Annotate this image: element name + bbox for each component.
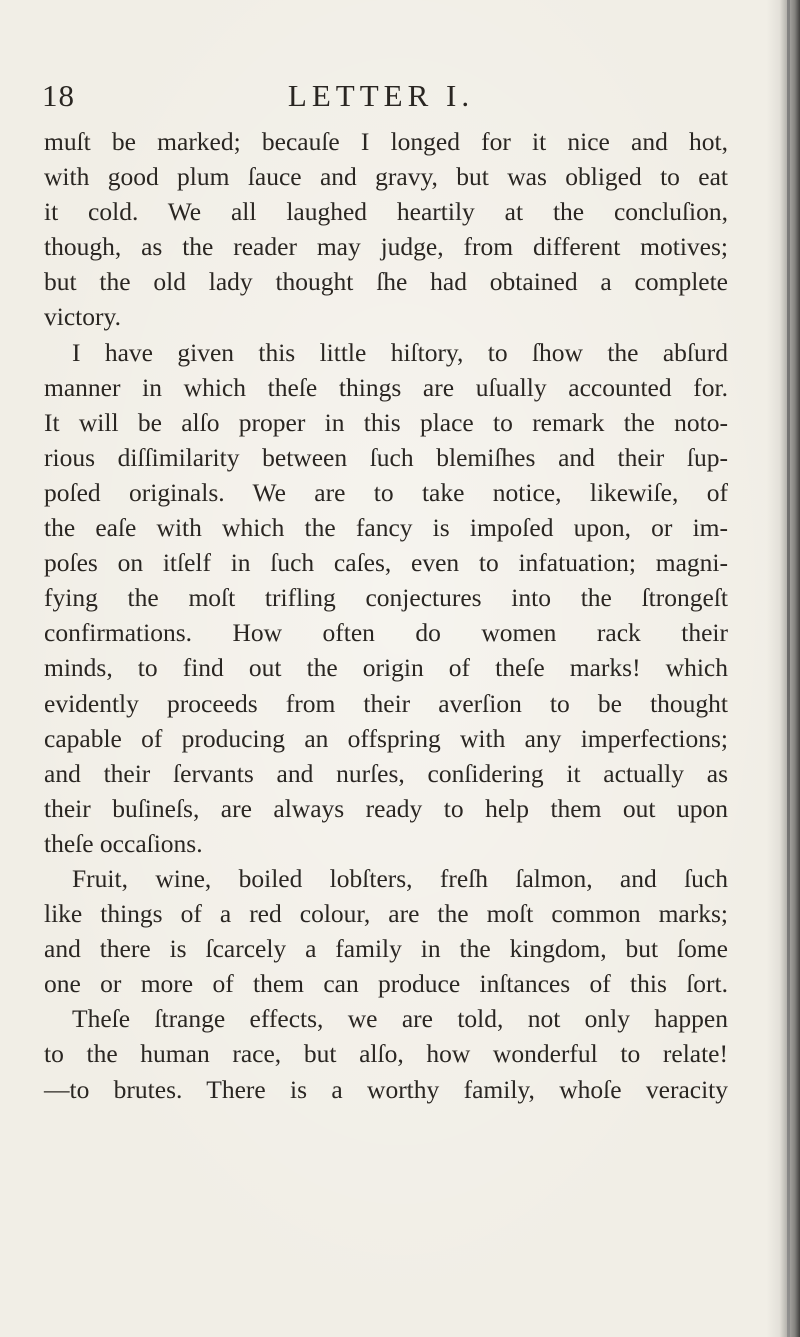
text-line: manner in which theſe things are uſually accounted for. (44, 372, 728, 402)
text-line: it cold. We all laughed heartily at the concluſion, (44, 197, 728, 227)
text-line: —to brutes. There is a worthy family, whoſe veracity (44, 1074, 728, 1104)
text-line: evidently proceeds from their averſion to be thought (44, 688, 728, 718)
text-line: and their ſervants and nurſes, conſidering it actually as (44, 758, 728, 788)
text-line: I have given this little hiſtory, to ſhow the abſurd (72, 337, 728, 367)
text-line: with good plum ſauce and gravy, but was obliged to eat (44, 162, 728, 192)
text-line: fying the moſt trifling conjectures into the ſtrongeſt (44, 583, 728, 613)
page-number: 18 (42, 78, 75, 113)
text-line: like things of a red colour, are the moſt common marks; (44, 899, 728, 929)
text-line: theſe occaſions. (44, 828, 203, 858)
text-line: It will be alſo proper in this place to remark the noto- (44, 407, 728, 437)
running-head (36, 78, 726, 118)
text-line: their buſineſs, are always ready to help them out upon (44, 793, 728, 823)
text-line: Fruit, wine, boiled lobſters, freſh ſalmon, and ſuch (72, 863, 728, 893)
text-line: victory. (44, 302, 121, 332)
text-line: the eaſe with which the fancy is impoſed upon, or im- (44, 513, 728, 543)
text-line: rious diſſimilarity between ſuch blemiſhes and their ſup- (44, 442, 728, 472)
page-gutter-shadow (766, 0, 800, 1337)
text-line: minds, to find out the origin of theſe marks! which (44, 653, 728, 683)
text-line: and there is ſcarcely a family in the kingdom, but ſome (44, 934, 728, 964)
text-line: poſes on itſelf in ſuch caſes, even to infatuation; magni- (44, 548, 728, 578)
body-text (44, 124, 728, 1107)
text-line: but the old lady thought ſhe had obtained a complete (44, 267, 728, 297)
header-title: LETTER I. (287, 78, 475, 113)
text-line: confirmations. How often do women rack their (44, 618, 728, 648)
text-line: capable of producing an offspring with any imperfections; (44, 723, 728, 753)
text-line: Theſe ſtrange effects, we are told, not only happen (72, 1004, 728, 1034)
text-line: to the human race, but alſo, how wonderful to relate! (44, 1039, 728, 1069)
text-line: one or more of them can produce inſtances of this ſort. (44, 969, 728, 999)
text-line: muſt be marked; becauſe I longed for it nice and hot, (44, 127, 728, 156)
text-line: poſed originals. We are to take notice, likewiſe, of (44, 477, 728, 507)
text-line: though, as the reader may judge, from different motives; (44, 232, 728, 262)
page-binding-edge (787, 0, 790, 1337)
